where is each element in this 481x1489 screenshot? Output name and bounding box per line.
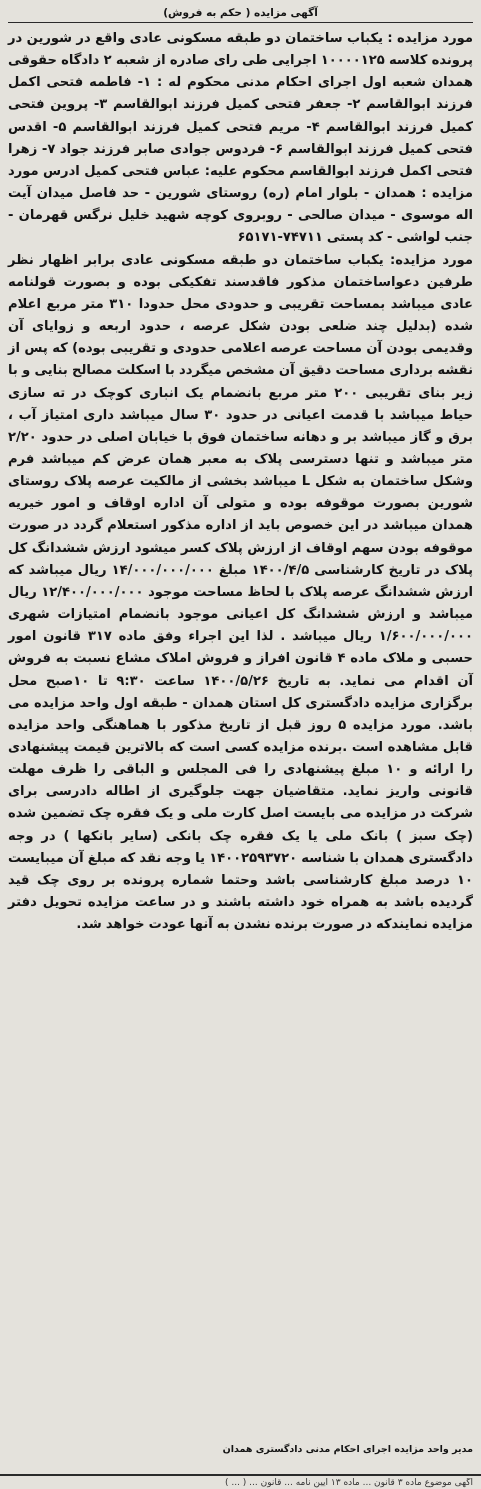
notice-header: آگهی مزایده ( حکم به فروش) (8, 4, 473, 23)
notice-paragraph-subject: مورد مزایده : یکباب ساختمان دو طبقه مسکونی عادی واقع در شورین در پرونده کلاسه ۱۰۰۰۰۱۲۵ اجرایی طی رای صادره از شعبه ۲ دادگاه حقوقی همدان شعبه اول اجرای احکام مدنی محکوم له : ۱- فاطمه فتحی اکمل فرزند ابوالقاسم ۲- جعفر فتحی کمیل فرزند ابوالقاسم ۳- پروین فتحی کمیل فرزند ابوالقاسم ۴- مریم فتحی کمیل فرزند ابوالقاسم ۵- اقدس فتحی کمیل فرزند ابوالقاسم ۶- فردوس جوادی صابر فرزند جواد ۷- زهرا فتحی اکمل فرزند ابوالقاسم محکوم علیه: عباس فتحی کمیل ادرس مورد مزایده : همدان - بلوار امام (ره) روستای شورین - حد فاصل میدان آیت اله موسوی - میدان صالحی - روبروی کوچه شهید خلیل نرگس قهرمان - جنب لواشی - کد پستی ۷۴۷۱۱-۶۵۱۷۱ (8, 31, 473, 246)
cut-off-next-notice: آگهی موضوع ماده ۳ قانون ... ماده ۱۳ آیین نامه ... قانون ... ( ... ) (224, 1478, 473, 1488)
notice-body (8, 28, 473, 936)
bottom-divider (0, 1474, 481, 1476)
notice-paragraph-details: مورد مزایده: یکباب ساختمان دو طبقه مسکونی عادی برابر اظهار نظر طرفین دعواساختمان مذکور فاقدسند تفکیکی بوده و بصورت قولنامه عادی میباشد بمساحت تقریبی و حدودی محل حدودا ۳۱۰ متر مربع اعلام شده (بدلیل چند ضلعی بودن شکل عرصه ، حدود اربعه و زوایای آن وقدیمی بودن آن مساحت عرصه اعلامی حدودی و تقریبی بوده) که پس از نقشه برداری مساحت دقیق آن مشخص میگردد با اسکلت مصالح بنایی و با زیر بنای تقریبی ۲۰۰ متر مربع بانضمام یک انباری کوچک در ته سازی حیاط میباشد با قدمت اعیانی در حدود ۳۰ سال میباشد داری امتیاز آب ، برق و گاز میباشد بر و دهانه ساختمان فوق با خیابان اصلی در حدود ۲/۲۰ متر میباشد و تنها دسترسی پلاک به معبر همان عرض کم میباشد فرم وشکل ساختمان به شکل L میباشد بخشی از مالکیت عرصه پلاک روستای شورین بصورت موقوفه بوده و متولی آن اداره اوقاف و امور خیریه همدان میباشد در این خصوص باید از اداره مذکور استعلام گردد در صورت موقوفه بودن سهم اوقاف از ارزش پلاک کسر میشود ارزش ششدانگ کل پلاک در تاریخ کارشناسی ۱۴۰۰/۴/۵ مبلغ ۱۴/۰۰۰/۰۰۰/۰۰۰ ریال میباشد که ارزش ششدانگ عرصه پلاک با لحاظ مساحت موجود ۱۲/۴۰۰/۰۰۰/۰۰۰ ریال میباشد و ارزش ششدانگ کل اعیانی موجود بانضمام امتیازات شهری ۱/۶۰۰/۰۰۰/۰۰۰ ریال میباشد . لذا این اجراء وفق ماده ۳۱۷ قانون امور حسبی و ملاک ماده ۴ قانون افراز و فروش املاک مشاع نسبت به فروش آن اقدام می نماید. به تاریخ ۱۴۰۰/۵/۲۶ ساعت ۹:۳۰ تا ۱۰صبح محل برگزاری مزایده دادگستری کل استان همدان - طبقه اول واحد مزایده می باشد. مورد مزایده ۵ روز قبل از تاریخ مذکور با هماهنگی واحد مزایده قابل مشاهده است .برنده مزایده کسی است که بالاترین قیمت پیشنهادی را ارائه و ۱۰ مبلغ پیشنهادی را فی المجلس و الباقی را ظرف مهلت قانونی واریز نماید. متقاضیان جهت جلوگیری از اطاله دادرسی برای شرکت در مزایده می بایست اصل کارت ملی و یک فقره چک تضمین شده (چک سبز ) بانک ملی یا یک فقره چک بانکی (سایر بانکها ) در وجه دادگستری همدان با شناسه ۱۴۰۰۲۵۹۳۷۲۰ یا وجه نقد که مبلغ آن میبایست ۱۰ درصد مبلغ کارشناسی باشد وحتما شماره پرونده بر روی چک قید گردیده باشد به همراه خود داشته باشند و در ساعت مزایده تحویل دفتر مزایده نمایندکه در صورت برنده نشدن به آنها عودت خواهد شد. (8, 252, 474, 933)
notice-signature: مدیر واحد مزایده اجرای احکام مدنی دادگستری همدان (222, 1444, 473, 1455)
